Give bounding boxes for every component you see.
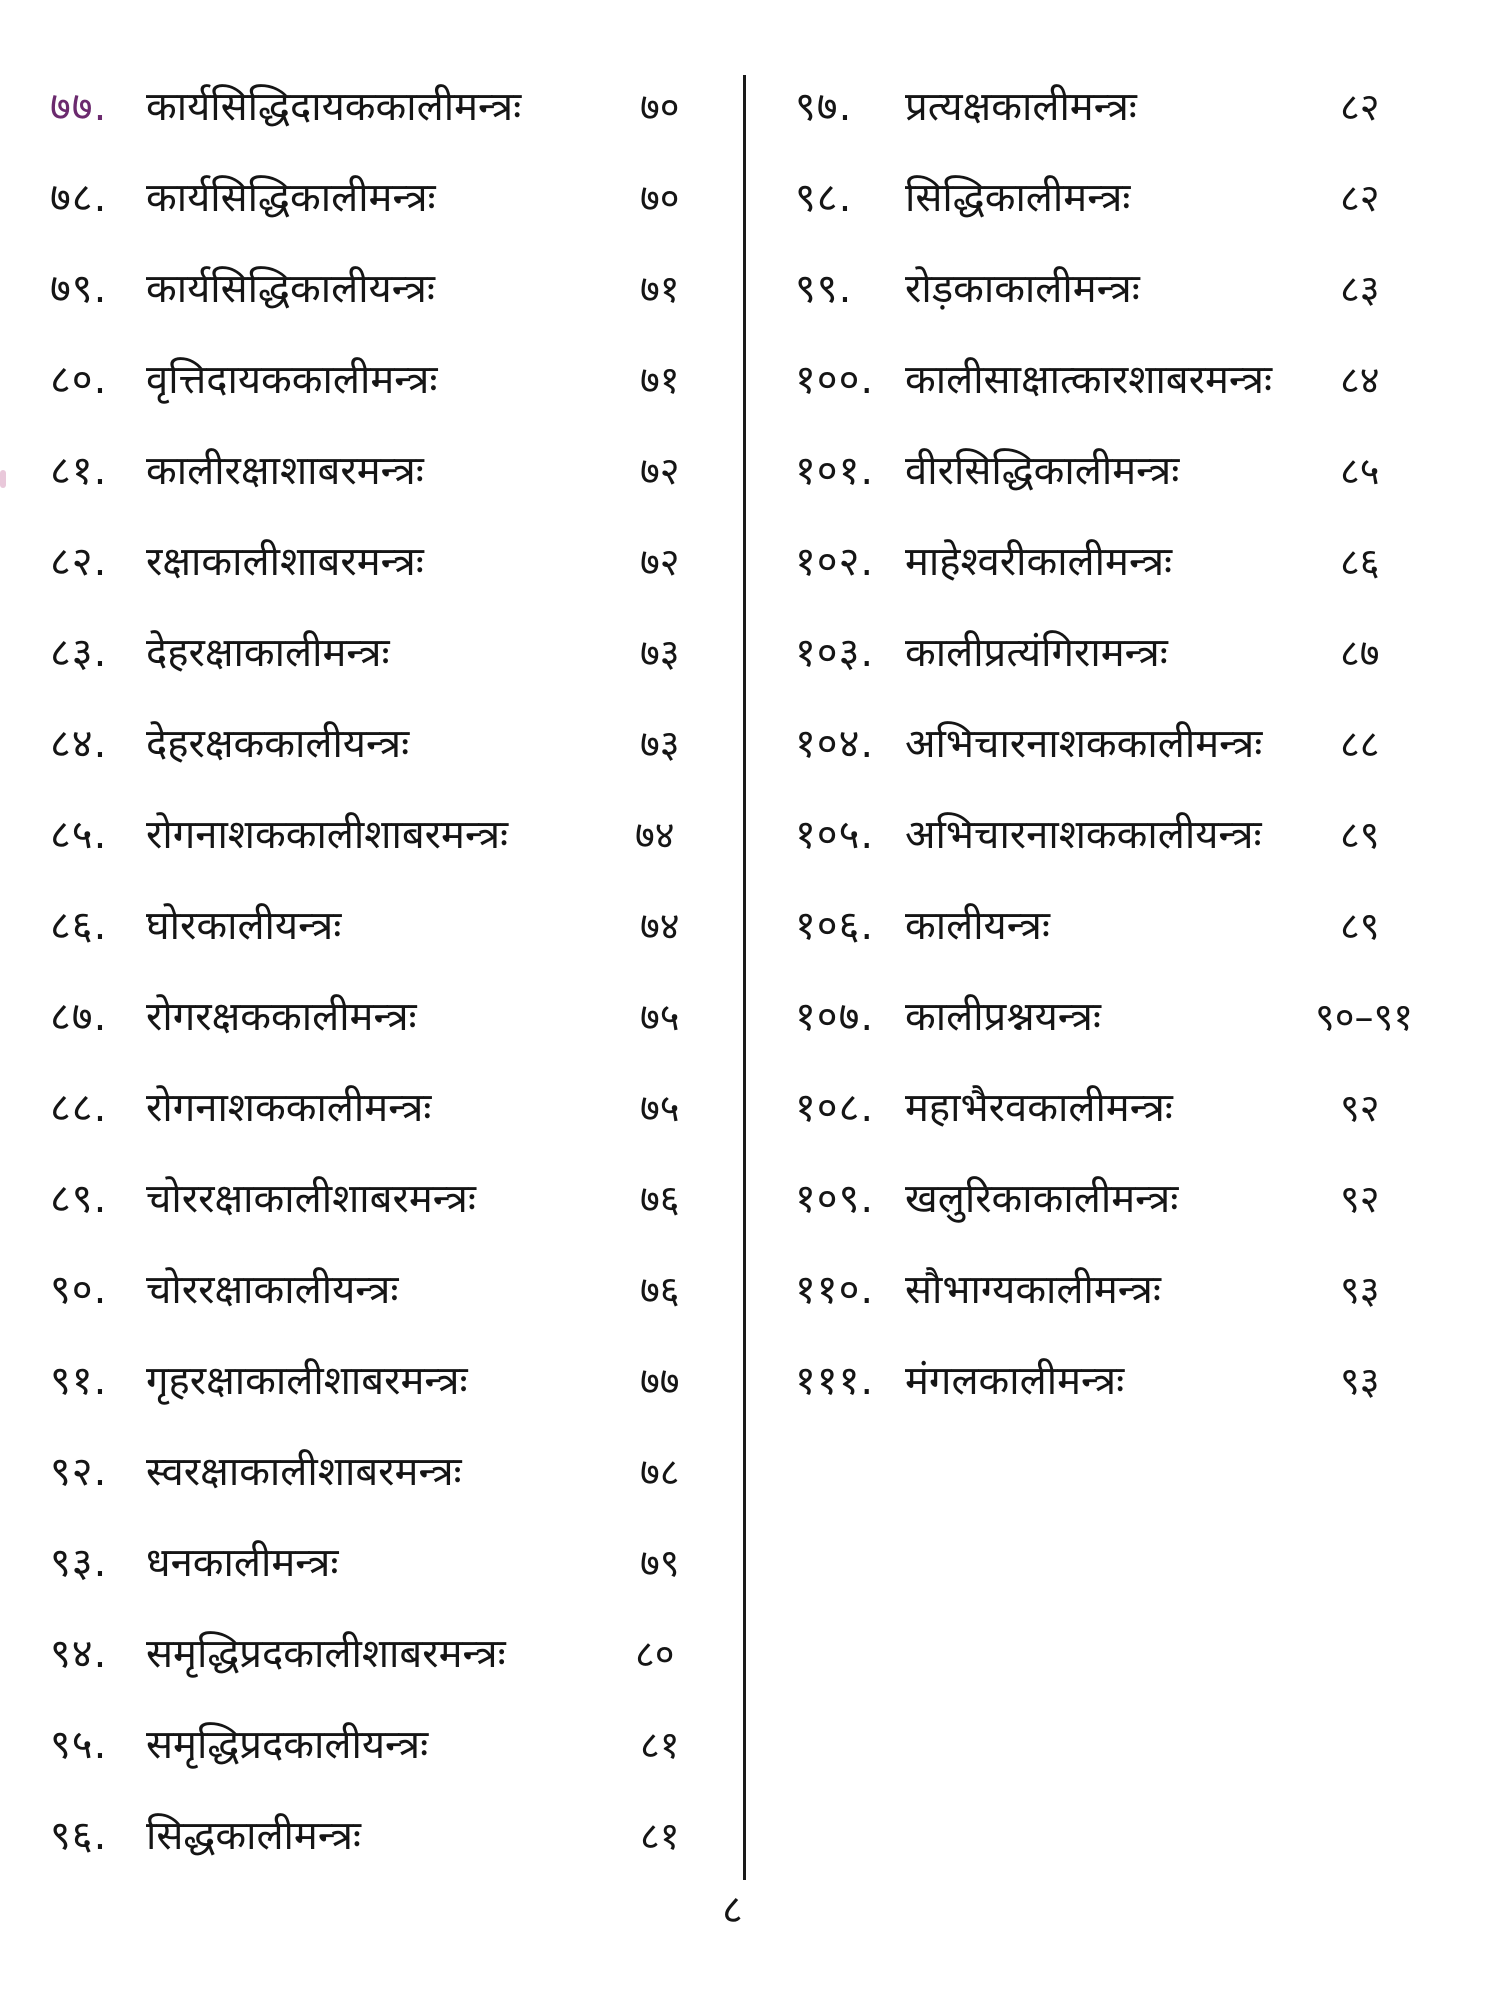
entry-number: ७७. xyxy=(50,84,108,130)
contents-entry xyxy=(795,1063,1465,1154)
entry-page: ८२ xyxy=(1340,176,1380,220)
entry-page: ७२ xyxy=(640,540,680,584)
entry-number: ९९. xyxy=(795,266,853,312)
entry-page: ७१ xyxy=(640,358,680,402)
entry-page: ९२ xyxy=(1340,1086,1380,1130)
entry-number: ८३. xyxy=(50,630,108,676)
entry-page: ९०–९१ xyxy=(1315,995,1414,1039)
contents-entry xyxy=(795,972,1465,1063)
entry-page: ८५ xyxy=(1340,449,1380,493)
entry-page: ७१ xyxy=(640,267,680,311)
entry-number: ९४. xyxy=(50,1631,108,1677)
entry-number: ८५. xyxy=(50,812,108,858)
entry-title: वीरसिद्धिकालीमन्त्रः xyxy=(905,448,1180,494)
contents-column-right xyxy=(795,62,1465,1427)
contents-entry xyxy=(50,1427,730,1518)
entry-number: ९७. xyxy=(795,84,853,130)
entry-number: ८८. xyxy=(50,1085,108,1131)
entry-page: ८२ xyxy=(1340,85,1380,129)
entry-title: वृत्तिदायककालीमन्त्रः xyxy=(146,357,438,403)
entry-number: १०१. xyxy=(795,448,875,494)
entry-title: मंगलकालीमन्त्रः xyxy=(905,1358,1125,1404)
contents-entry xyxy=(795,244,1465,335)
entry-number: ९३. xyxy=(50,1540,108,1586)
entry-title: कार्यसिद्धिदायककालीमन्त्रः xyxy=(146,84,522,130)
contents-entry xyxy=(795,699,1465,790)
entry-number: ९२. xyxy=(50,1449,108,1495)
entry-page: ७७ xyxy=(640,1359,680,1403)
entry-page: ९३ xyxy=(1340,1268,1380,1312)
entry-title: कालीयन्त्रः xyxy=(905,903,1050,949)
entry-page: ७६ xyxy=(640,1268,680,1312)
entry-number: ८७. xyxy=(50,994,108,1040)
entry-title: स्वरक्षाकालीशाबरमन्त्रः xyxy=(146,1449,462,1495)
contents-entry xyxy=(50,153,730,244)
entry-number: ८४. xyxy=(50,721,108,767)
entry-number: १०४. xyxy=(795,721,875,767)
contents-entry xyxy=(50,1336,730,1427)
page-number: ८ xyxy=(722,1887,743,1933)
entry-title: देहरक्षककालीयन्त्रः xyxy=(146,721,410,767)
contents-entry xyxy=(50,426,730,517)
entry-title: गृहरक्षाकालीशाबरमन्त्रः xyxy=(146,1358,468,1404)
entry-number: ८०. xyxy=(50,357,108,403)
entry-number: १०२. xyxy=(795,539,875,585)
entry-title: कालीप्रश्नयन्त्रः xyxy=(905,994,1101,1040)
contents-entry xyxy=(50,1245,730,1336)
contents-entry xyxy=(50,244,730,335)
contents-entry xyxy=(795,790,1465,881)
entry-title: देहरक्षाकालीमन्त्रः xyxy=(146,630,390,676)
entry-page: ७४ xyxy=(635,813,675,857)
entry-number: १०९. xyxy=(795,1176,875,1222)
contents-entry xyxy=(50,1791,730,1882)
contents-entry xyxy=(50,608,730,699)
contents-entry xyxy=(795,881,1465,972)
entry-number: ९६. xyxy=(50,1813,108,1859)
entry-title: रोगनाशककालीशाबरमन्त्रः xyxy=(146,812,509,858)
contents-entry xyxy=(50,1154,730,1245)
entry-number: ९५. xyxy=(50,1722,108,1768)
entry-page: ८४ xyxy=(1340,358,1380,402)
entry-title: धनकालीमन्त्रः xyxy=(146,1540,339,1586)
entry-number: ९०. xyxy=(50,1267,108,1313)
entry-number: १०३. xyxy=(795,630,875,676)
column-divider xyxy=(743,75,746,1880)
entry-number: १००. xyxy=(795,357,875,403)
entry-page: ७८ xyxy=(640,1450,680,1494)
contents-entry xyxy=(50,790,730,881)
contents-entry xyxy=(50,1700,730,1791)
entry-page: ९३ xyxy=(1340,1359,1380,1403)
entry-page: ८८ xyxy=(1340,722,1380,766)
entry-title: कालीप्रत्यंगिरामन्त्रः xyxy=(905,630,1168,676)
entry-page: ८१ xyxy=(640,1723,680,1767)
entry-number: १०६. xyxy=(795,903,875,949)
contents-entry xyxy=(795,153,1465,244)
entry-number: ९१. xyxy=(50,1358,108,1404)
contents-column-left xyxy=(50,62,730,1882)
entry-page: ७० xyxy=(640,176,680,220)
page-smudge xyxy=(0,470,6,488)
entry-page: ८० xyxy=(635,1632,675,1676)
entry-page: ७२ xyxy=(640,449,680,493)
contents-entry xyxy=(50,1518,730,1609)
entry-page: ७४ xyxy=(640,904,680,948)
entry-number: १०५. xyxy=(795,812,875,858)
contents-entry xyxy=(795,1154,1465,1245)
entry-page: ७५ xyxy=(640,995,680,1039)
entry-page: ७९ xyxy=(640,1541,680,1585)
entry-title: चोररक्षाकालीशाबरमन्त्रः xyxy=(146,1176,476,1222)
entry-title: कार्यसिद्धिकालीयन्त्रः xyxy=(146,266,435,312)
entry-number: ८२. xyxy=(50,539,108,585)
entry-page: ८९ xyxy=(1340,904,1380,948)
contents-entry xyxy=(50,62,730,153)
entry-title: महाभैरवकालीमन्त्रः xyxy=(905,1085,1173,1131)
contents-entry xyxy=(795,1245,1465,1336)
entry-title: समृद्धिप्रदकालीयन्त्रः xyxy=(146,1722,429,1768)
contents-entry xyxy=(795,62,1465,153)
entry-title: माहेश्वरीकालीमन्त्रः xyxy=(905,539,1173,585)
entry-number: ८९. xyxy=(50,1176,108,1222)
entry-title: रोड़काकालीमन्त्रः xyxy=(905,266,1140,312)
contents-entry xyxy=(50,335,730,426)
contents-entry xyxy=(50,699,730,790)
entry-page: ७३ xyxy=(640,631,680,675)
entry-title: चोररक्षाकालीयन्त्रः xyxy=(146,1267,399,1313)
entry-number: १०७. xyxy=(795,994,875,1040)
entry-title: घोरकालीयन्त्रः xyxy=(146,903,342,949)
entry-title: समृद्धिप्रदकालीशाबरमन्त्रः xyxy=(146,1631,506,1677)
entry-title: रक्षाकालीशाबरमन्त्रः xyxy=(146,539,424,585)
entry-number: ११०. xyxy=(795,1267,875,1313)
entry-page: ८१ xyxy=(640,1814,680,1858)
entry-title: अभिचारनाशककालीमन्त्रः xyxy=(905,721,1263,767)
contents-entry xyxy=(50,1609,730,1700)
entry-page: ७६ xyxy=(640,1177,680,1221)
contents-entry xyxy=(50,972,730,1063)
contents-entry xyxy=(795,426,1465,517)
entry-page: ८९ xyxy=(1340,813,1380,857)
entry-page: ७३ xyxy=(640,722,680,766)
entry-title: अभिचारनाशककालीयन्त्रः xyxy=(905,812,1262,858)
entry-page: ८७ xyxy=(1340,631,1380,675)
entry-number: ७८. xyxy=(50,175,108,221)
entry-number: ८१. xyxy=(50,448,108,494)
entry-title: कालीसाक्षात्कारशाबरमन्त्रः xyxy=(905,357,1273,403)
contents-entry xyxy=(50,881,730,972)
contents-entry xyxy=(50,517,730,608)
entry-title: खलुरिकाकालीमन्त्रः xyxy=(905,1176,1179,1222)
contents-entry xyxy=(50,1063,730,1154)
entry-page: ७० xyxy=(640,85,680,129)
entry-number: १०८. xyxy=(795,1085,875,1131)
entry-number: १११. xyxy=(795,1358,875,1404)
entry-title: प्रत्यक्षकालीमन्त्रः xyxy=(905,84,1137,130)
contents-entry xyxy=(795,1336,1465,1427)
entry-title: रोगनाशककालीमन्त्रः xyxy=(146,1085,432,1131)
entry-number: ७९. xyxy=(50,266,108,312)
contents-entry xyxy=(795,608,1465,699)
entry-number: ८६. xyxy=(50,903,108,949)
entry-title: सौभाग्यकालीमन्त्रः xyxy=(905,1267,1161,1313)
entry-number: ९८. xyxy=(795,175,853,221)
entry-page: ९२ xyxy=(1340,1177,1380,1221)
entry-title: कालीरक्षाशाबरमन्त्रः xyxy=(146,448,424,494)
contents-entry xyxy=(795,335,1465,426)
entry-title: रोगरक्षककालीमन्त्रः xyxy=(146,994,417,1040)
entry-page: ७५ xyxy=(640,1086,680,1130)
entry-title: कार्यसिद्धिकालीमन्त्रः xyxy=(146,175,436,221)
contents-entry xyxy=(795,517,1465,608)
entry-title: सिद्धकालीमन्त्रः xyxy=(146,1813,361,1859)
entry-title: सिद्धिकालीमन्त्रः xyxy=(905,175,1131,221)
entry-page: ८६ xyxy=(1340,540,1380,584)
entry-page: ८३ xyxy=(1340,267,1380,311)
